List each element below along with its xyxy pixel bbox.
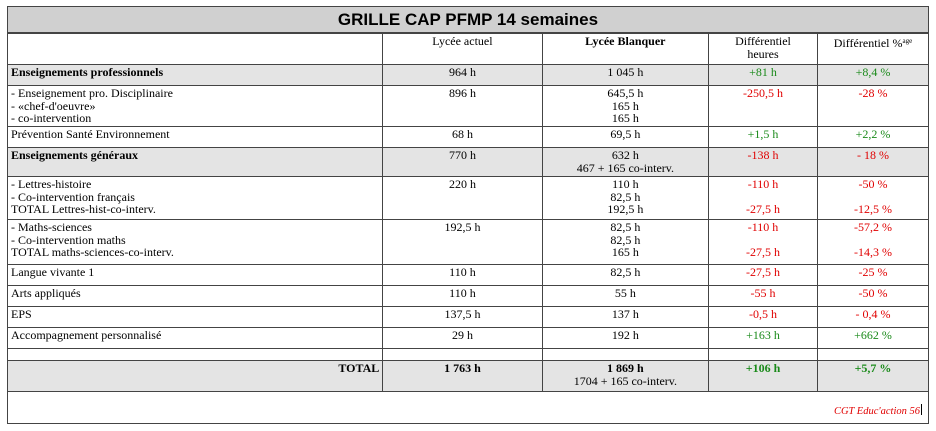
cell-label [8, 220, 383, 265]
total-value: 1 763 h [444, 361, 481, 375]
cell-line: 165 h [611, 245, 639, 259]
cell-lycee-actuel [383, 65, 542, 86]
spacer-cell [542, 349, 708, 361]
cell-lycee-blanquer [542, 148, 708, 177]
cell-line: +163 h [746, 328, 780, 342]
cell-line: 645,5 h [607, 86, 644, 100]
text-cursor [921, 404, 922, 415]
cell-lycee-blanquer [542, 65, 708, 86]
cell-line: 467 + 165 co-interv. [576, 160, 674, 175]
cell-diff-heures [709, 127, 818, 148]
total-subvalue: 1704 + 165 co-interv. [573, 373, 677, 388]
total-label: TOTAL [338, 361, 380, 375]
header-label: Différentiel % [833, 36, 903, 50]
cell-line: -25 % [858, 265, 888, 279]
cell-label [8, 307, 383, 328]
cell-diff-pct [818, 177, 929, 220]
cell-diff-heures [709, 86, 818, 127]
table-row [8, 220, 929, 265]
cell-line: 1 045 h [607, 65, 644, 79]
cell-line: Prévention Santé Environnement [11, 127, 170, 141]
cell-lycee-actuel [383, 307, 542, 328]
cell-lycee-blanquer [542, 86, 708, 127]
cell-line: -0,5 h [749, 307, 778, 321]
header-label: heures [747, 46, 779, 61]
cell-line: +81 h [749, 65, 777, 79]
cell-diff-heures [709, 220, 818, 265]
table-row [8, 86, 929, 127]
spacer-cell [383, 349, 542, 361]
cell-line: 110 h [449, 265, 476, 279]
cell-line: 68 h [451, 127, 473, 141]
cell-label [8, 177, 383, 220]
cell-line: -110 h [747, 220, 779, 234]
cell-diff-heures [709, 148, 818, 177]
cell-line: -14,3 % [854, 245, 892, 259]
cell-line: 165 h [611, 98, 639, 113]
cell-label [8, 148, 383, 177]
header-superscript: age [902, 37, 913, 45]
cell-diff-heures [709, 286, 818, 307]
cell-lycee-blanquer [542, 286, 708, 307]
header-label: Lycée Blanquer [585, 34, 666, 48]
cell-line: TOTAL Lettres-hist-co-interv. [11, 202, 156, 216]
cell-line: 55 h [614, 286, 636, 300]
cell-line: 82,5 h [610, 189, 641, 204]
cell-line: -27,5 h [746, 202, 781, 216]
cell-lycee-actuel [383, 86, 542, 127]
cell-line: +2,2 % [855, 127, 891, 141]
cell-line: -250,5 h [743, 86, 784, 100]
cell-line: - «chef-d'oeuvre» [11, 98, 96, 113]
cell-diff-pct [818, 86, 929, 127]
cell-line: -50 % [858, 177, 888, 191]
cell-label [8, 127, 383, 148]
cell-diff-pct [818, 148, 929, 177]
cell-line: 632 h [611, 148, 639, 162]
cell-line: 220 h [448, 177, 476, 191]
table-row [8, 177, 929, 220]
total-row [8, 361, 929, 392]
cell-line: Enseignements généraux [11, 148, 138, 162]
cell-lycee-blanquer [542, 220, 708, 265]
spacer-cell [818, 349, 929, 361]
cell-line: -55 h [750, 286, 776, 300]
header-label: Lycée actuel [432, 34, 493, 48]
cell-lycee-actuel [383, 177, 542, 220]
cell-line: 165 h [611, 111, 639, 125]
cell-line: -27,5 h [746, 245, 781, 259]
cell-line: 192 h [611, 328, 639, 342]
cell-lycee-blanquer [542, 177, 708, 220]
document-frame [7, 6, 929, 424]
cell-lycee-blanquer [542, 307, 708, 328]
table-row [8, 148, 929, 177]
cell-line: - 0,4 % [855, 307, 891, 321]
hours-table [7, 33, 929, 392]
cell-lycee-actuel [383, 265, 542, 286]
cell-line: -28 % [858, 86, 888, 100]
cell-diff-pct [818, 220, 929, 265]
cell-diff-heures [709, 265, 818, 286]
cell-label [8, 286, 383, 307]
spacer-cell [8, 349, 383, 361]
header-row [8, 34, 929, 65]
credit-text [834, 404, 922, 417]
cell-line: 964 h [448, 65, 476, 79]
cell-line: 82,5 h [610, 232, 641, 247]
cell-diff-pct [818, 328, 929, 349]
total-value: +106 h [745, 361, 781, 375]
cell-line: - Maths-sciences [11, 220, 92, 234]
total-value: 1 869 h [607, 361, 644, 375]
cell-lycee-actuel [383, 148, 542, 177]
table-row [8, 127, 929, 148]
cell-line: Accompagnement personnalisé [11, 328, 162, 342]
cell-line: 192,5 h [444, 220, 481, 234]
cell-lycee-blanquer [542, 265, 708, 286]
spacer-cell [709, 349, 818, 361]
total-label-cell [8, 361, 383, 392]
table-row [8, 307, 929, 328]
total-lycee-actuel [383, 361, 542, 392]
cell-label [8, 328, 383, 349]
cell-line: 110 h [612, 177, 639, 191]
cell-line: Enseignements professionnels [11, 65, 164, 79]
table-row [8, 65, 929, 86]
cell-line: - Enseignement pro. Disciplinaire [11, 86, 173, 100]
cell-line: - Co-intervention maths [11, 232, 126, 247]
cell-lycee-blanquer [542, 328, 708, 349]
cell-line: 137,5 h [444, 307, 481, 321]
cell-line: TOTAL maths-sciences-co-interv. [11, 245, 174, 259]
cell-line: - co-intervention [11, 111, 92, 125]
total-diff-heures [709, 361, 818, 392]
cell-lycee-actuel [383, 286, 542, 307]
cell-line: -110 h [747, 177, 779, 191]
cell-diff-pct [818, 286, 929, 307]
header-differentiel-pct [818, 34, 929, 65]
cell-line: Langue vivante 1 [11, 265, 95, 279]
cell-line: - Co-intervention français [11, 189, 135, 204]
cell-line: - Lettres-histoire [11, 177, 92, 191]
cell-line: Arts appliqués [11, 286, 81, 300]
cell-line: - 18 % [857, 148, 889, 162]
cell-line: -138 h [747, 148, 779, 162]
cell-line: 29 h [451, 328, 473, 342]
cell-lycee-actuel [383, 328, 542, 349]
total-diff-pct [818, 361, 929, 392]
header-label: Différentiel [735, 34, 791, 48]
cell-diff-pct [818, 265, 929, 286]
table-row [8, 265, 929, 286]
cell-line: 82,5 h [610, 220, 641, 234]
table-row [8, 328, 929, 349]
cell-line: 770 h [448, 148, 476, 162]
cell-label [8, 265, 383, 286]
cell-diff-pct [818, 127, 929, 148]
cell-line: 110 h [449, 286, 476, 300]
cell-diff-heures [709, 307, 818, 328]
cell-line: EPS [11, 307, 32, 321]
cell-lycee-actuel [383, 127, 542, 148]
cell-label [8, 65, 383, 86]
cell-line: +8,4 % [855, 65, 891, 79]
credit-label: CGT Educ'action 56 [833, 406, 920, 417]
cell-line: 192,5 h [607, 202, 644, 216]
cell-line: 82,5 h [610, 265, 641, 279]
cell-diff-pct [818, 65, 929, 86]
header-lycee-actuel [383, 34, 542, 65]
spacer-row [8, 349, 929, 361]
table-row [8, 286, 929, 307]
cell-line: 896 h [448, 86, 476, 100]
cell-line: +1,5 h [747, 127, 779, 141]
cell-line: -12,5 % [854, 202, 892, 216]
cell-label [8, 86, 383, 127]
header-lycee-blanquer [542, 34, 708, 65]
total-value: +5,7 % [854, 361, 892, 375]
cell-diff-pct [818, 307, 929, 328]
page-title: GRILLE CAP PFMP 14 semaines [8, 7, 928, 33]
header-differentiel-heures [709, 34, 818, 65]
cell-line: 69,5 h [610, 127, 641, 141]
total-lycee-blanquer [542, 361, 708, 392]
cell-line: -50 % [858, 286, 888, 300]
cell-lycee-actuel [383, 220, 542, 265]
cell-diff-heures [709, 328, 818, 349]
footer [8, 399, 928, 423]
cell-diff-heures [709, 177, 818, 220]
cell-diff-heures [709, 65, 818, 86]
cell-line: -27,5 h [746, 265, 781, 279]
header-cell-empty [8, 34, 383, 65]
cell-line: -57,2 % [854, 220, 892, 234]
cell-line: 137 h [611, 307, 639, 321]
cell-lycee-blanquer [542, 127, 708, 148]
cell-line: +662 % [854, 328, 892, 342]
